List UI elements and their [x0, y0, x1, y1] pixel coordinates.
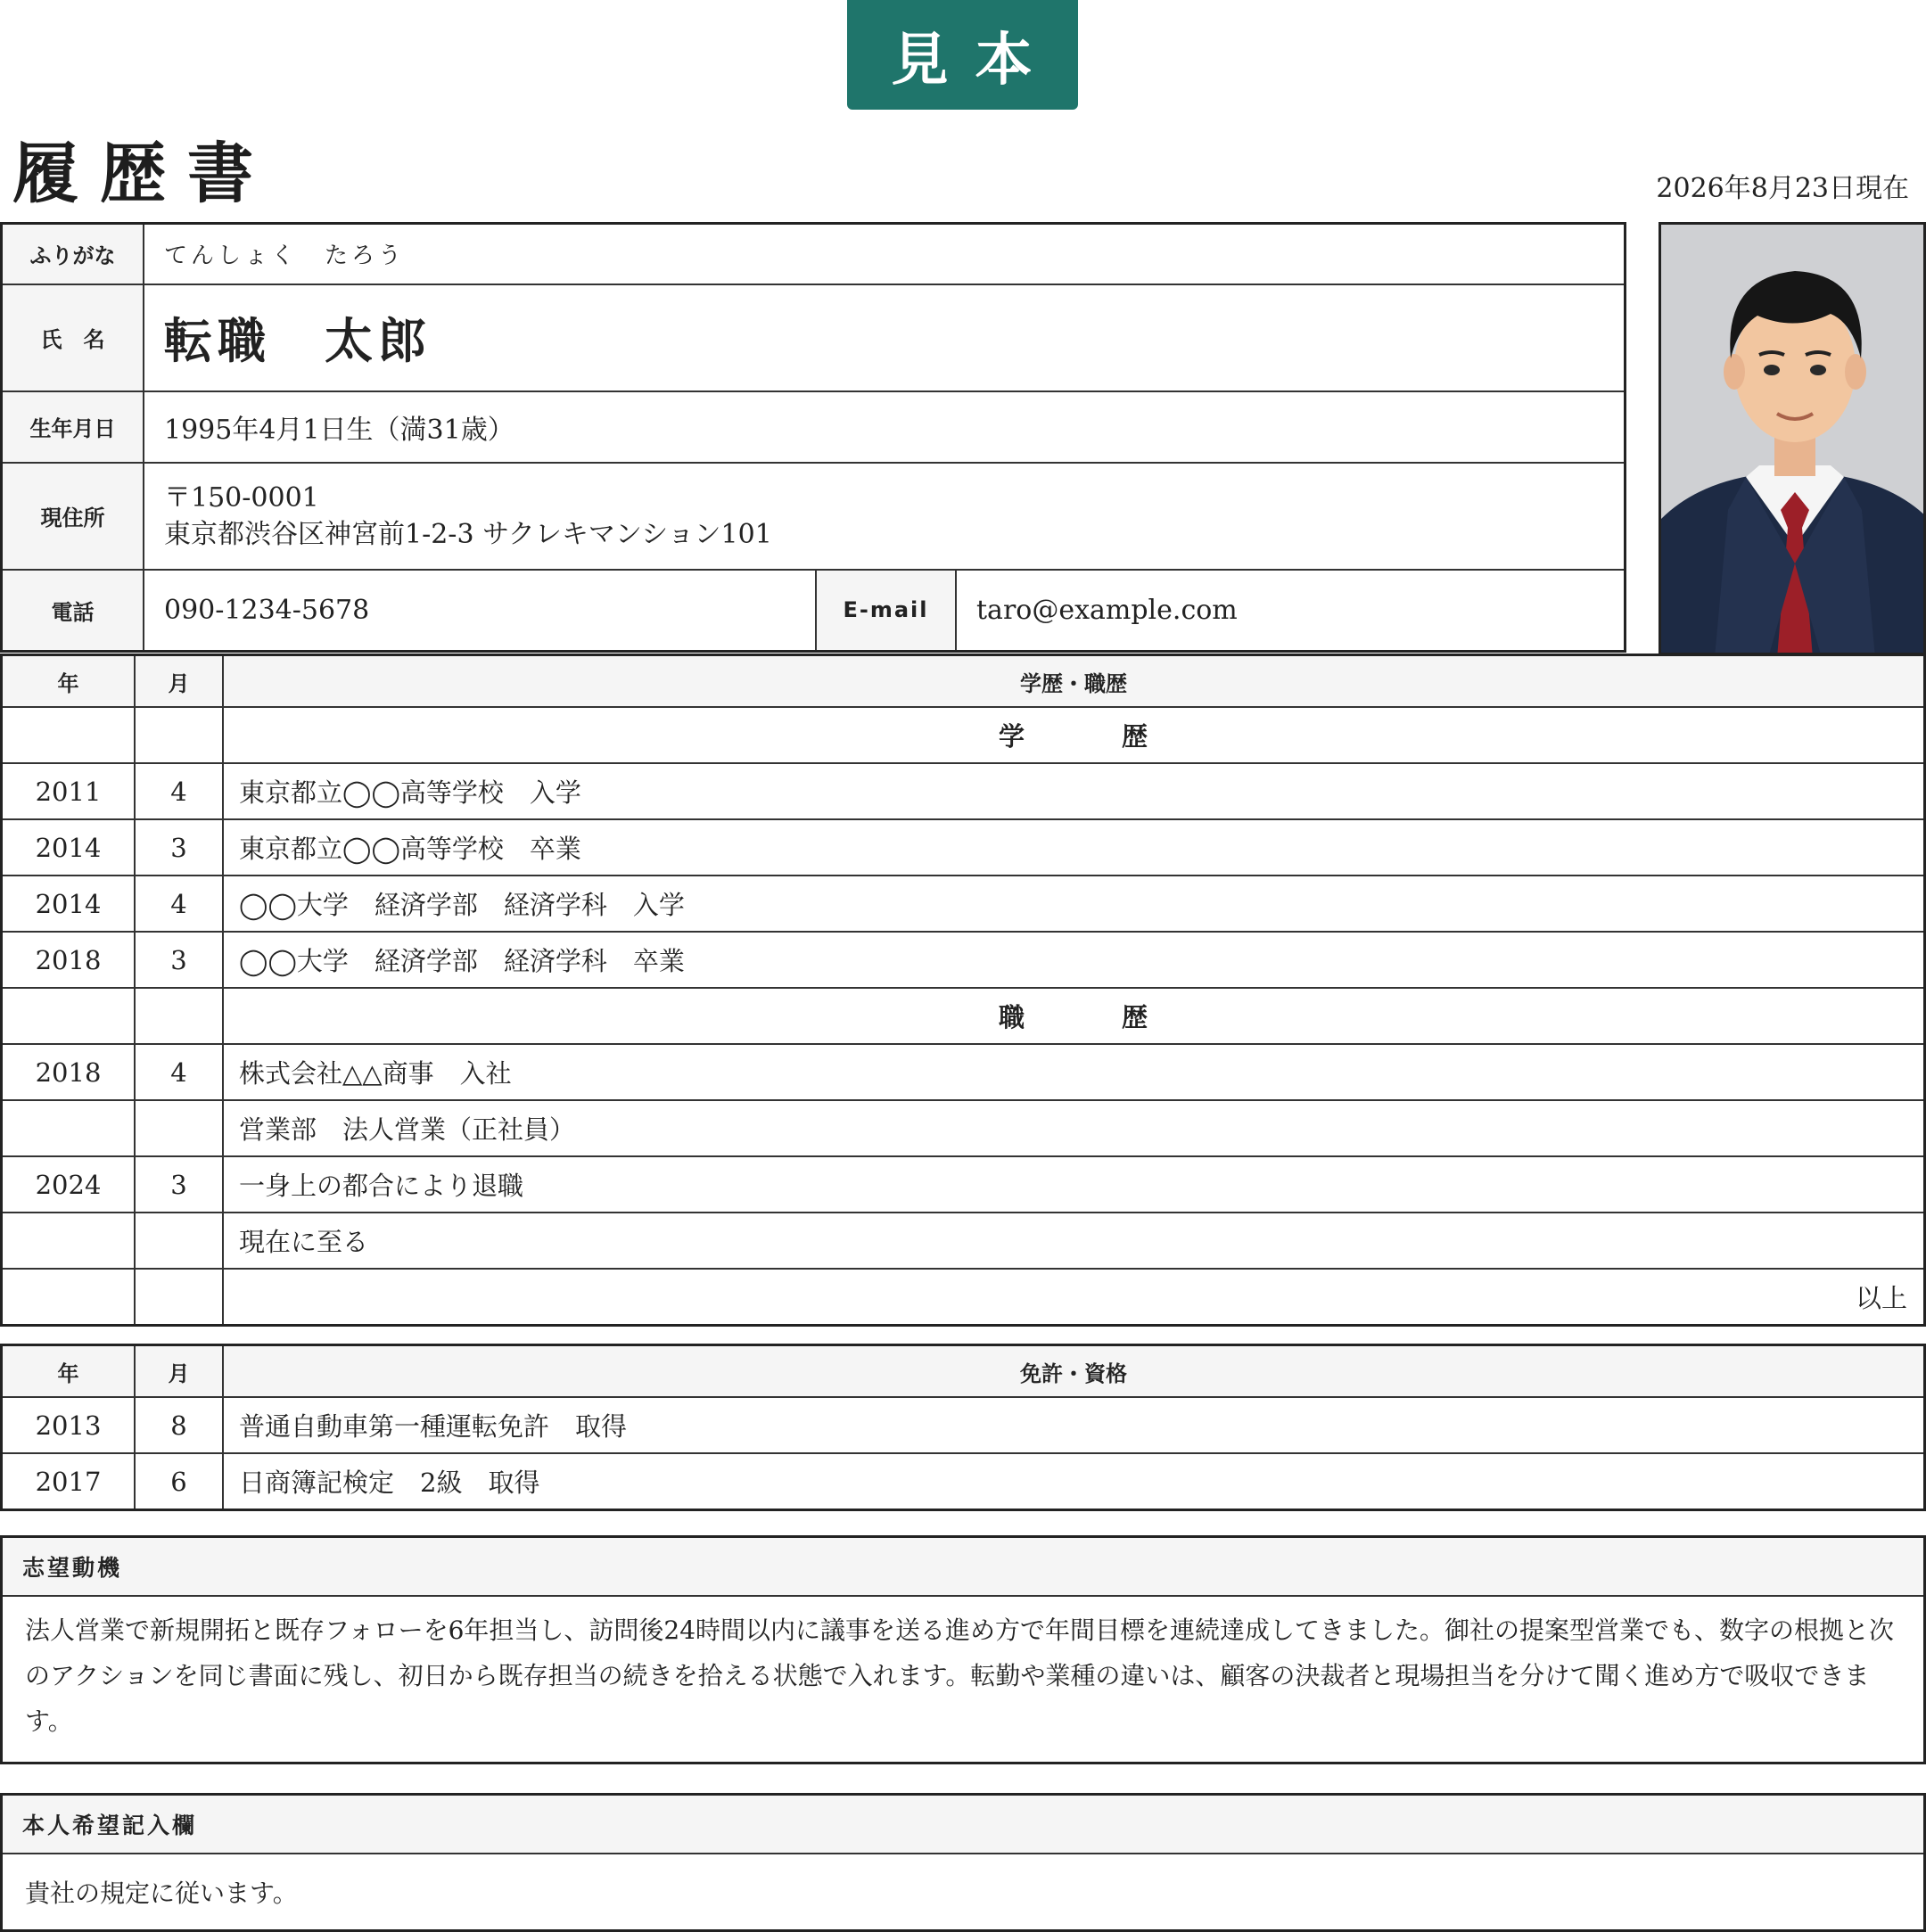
row-month [135, 1100, 223, 1156]
history-header-row [2, 655, 1925, 708]
row-month [135, 1213, 223, 1269]
contact-row [2, 570, 1626, 652]
birth-value: 1995年4月1日生（満31歳） [144, 391, 1626, 463]
row-year: 2018 [2, 1044, 136, 1100]
portrait-illustration [1661, 225, 1926, 655]
row-year [2, 1100, 136, 1156]
address-text: 東京都渋谷区神宮前1-2-3 サクレキマンション101 [164, 518, 772, 550]
license-table [0, 1344, 1926, 1511]
row-text: ◯◯大学 経済学部 経済学科 入学 [223, 876, 1925, 932]
phone-value: 090-1234-5678 [144, 570, 816, 652]
profile-table [0, 222, 1626, 653]
row-year: 2014 [2, 819, 136, 876]
table-row [2, 1453, 1925, 1510]
document-title: 履歴書 [12, 136, 275, 212]
table-row [2, 1044, 1925, 1100]
row-year [2, 1213, 136, 1269]
education-heading-row [2, 707, 1925, 763]
license-month-header: 月 [135, 1345, 223, 1398]
row-year: 2014 [2, 876, 136, 932]
history-body-header: 学歴・職歴 [223, 655, 1925, 708]
row-year: 2017 [2, 1453, 136, 1510]
furigana-label: ふりがな [2, 224, 144, 284]
row-text: ◯◯大学 経済学部 経済学科 卒業 [223, 932, 1925, 988]
name-row [2, 284, 1626, 391]
wishes-section [0, 1793, 1926, 1932]
row-year: 2011 [2, 763, 136, 819]
motivation-section [0, 1535, 1926, 1764]
sample-badge [847, 0, 1078, 110]
license-header-row [2, 1345, 1925, 1398]
table-row [2, 763, 1925, 819]
row-text: 普通自動車第一種運転免許 取得 [223, 1397, 1925, 1453]
career-heading: 職 歴 [223, 988, 1925, 1044]
career-heading-row [2, 988, 1925, 1044]
birth-row [2, 391, 1626, 463]
table-row [2, 1397, 1925, 1453]
furigana-row [2, 224, 1626, 284]
row-month: 4 [135, 763, 223, 819]
end-row [2, 1269, 1925, 1326]
table-row [2, 1100, 1925, 1156]
history-year-header: 年 [2, 655, 136, 708]
row-month: 8 [135, 1397, 223, 1453]
table-row [2, 1213, 1925, 1269]
table-row [2, 819, 1925, 876]
birth-label: 生年月日 [2, 391, 144, 463]
row-text: 日商簿記検定 2級 取得 [223, 1453, 1925, 1510]
education-career-table [0, 654, 1926, 1327]
row-year: 2013 [2, 1397, 136, 1453]
row-month: 3 [135, 932, 223, 988]
table-row [2, 876, 1925, 932]
row-month: 6 [135, 1453, 223, 1510]
row-text: 株式会社△△商事 入社 [223, 1044, 1925, 1100]
license-year-header: 年 [2, 1345, 136, 1398]
license-body-header: 免許・資格 [223, 1345, 1925, 1398]
row-text: 一身上の都合により退職 [223, 1156, 1925, 1213]
end-marker: 以上 [223, 1269, 1925, 1326]
education-heading: 学 歴 [223, 707, 1925, 763]
row-text: 営業部 法人営業（正社員） [223, 1100, 1925, 1156]
email-value: taro@example.com [956, 570, 1626, 652]
as-of-date: 2026年8月23日現在 [1656, 173, 1909, 204]
row-year: 2024 [2, 1156, 136, 1213]
row-month: 3 [135, 819, 223, 876]
phone-label: 電話 [2, 570, 144, 652]
row-month: 4 [135, 1044, 223, 1100]
history-month-header: 月 [135, 655, 223, 708]
motivation-label: 志望動機 [3, 1538, 1923, 1597]
table-row [2, 932, 1925, 988]
id-photo [1658, 222, 1926, 655]
furigana-value: てんしょく たろう [144, 224, 1626, 284]
row-month: 4 [135, 876, 223, 932]
address-value [144, 463, 1626, 570]
table-row [2, 1156, 1925, 1213]
row-text: 東京都立◯◯高等学校 入学 [223, 763, 1925, 819]
name-label: 氏 名 [2, 284, 144, 391]
address-label: 現住所 [2, 463, 144, 570]
address-row [2, 463, 1626, 570]
wishes-label: 本人希望記入欄 [3, 1796, 1923, 1854]
row-text: 東京都立◯◯高等学校 卒業 [223, 819, 1925, 876]
row-text: 現在に至る [223, 1213, 1925, 1269]
sample-badge-text: 見本 [891, 26, 1059, 94]
email-label: E-mail [816, 570, 956, 652]
postal-code: 〒150-0001 [164, 481, 319, 514]
row-year: 2018 [2, 932, 136, 988]
name-value: 転職 太郎 [144, 284, 1626, 391]
wishes-text: 貴社の規定に従います。 [25, 1879, 298, 1908]
motivation-text: 法人営業で新規開拓と既存フォローを6年担当し、訪問後24時間以内に議事を送る進め方で年間目標を連続達成してきました。御社の提案型営業でも、数字の根拠と次のアクションを同じ書面に残し、初日から既存担当の続きを拾える状態で入れます。転勤や業種の違いは、顧客の決裁者と現場担当を分けて聞く進め方で吸収できます。 [25, 1615, 1895, 1736]
row-month: 3 [135, 1156, 223, 1213]
